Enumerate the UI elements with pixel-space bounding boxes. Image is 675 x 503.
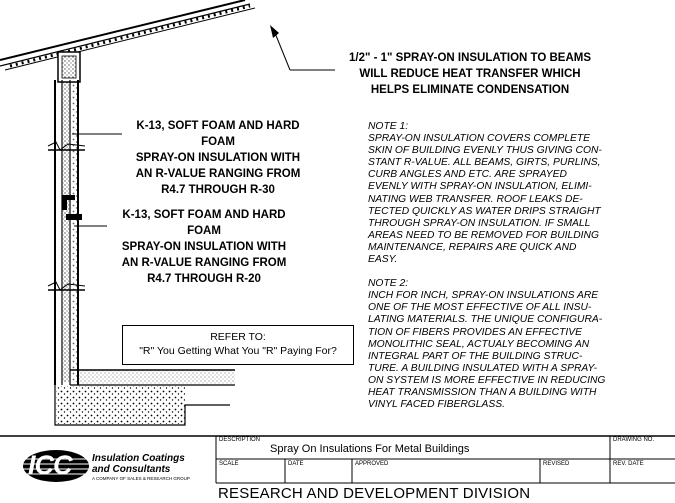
refer-label: REFER TO: [210,331,266,343]
note1-heading: NOTE 1: [368,121,409,132]
division-title: RESEARCH AND DEVELOPMENT DIVISION [218,485,531,502]
notes-block [368,121,636,411]
note1-line: SPRAY-ON INSULATION COVERS COMPLETE [368,133,590,145]
drawing-description: Spray On Insulations For Metal Buildings [270,443,470,455]
lower-callout-line-4: R4.7 THROUGH R-20 [147,273,261,285]
note2-line: INTEGRAL PART OF THE BUILDING STRUC- [368,350,583,362]
logo-letters: ICC [28,450,72,480]
top-callout-line-1: 1/2" - 1" SPRAY-ON INSULATION TO BEAMS [348,52,591,64]
upper-wall-callout [118,118,318,198]
top-callout [330,50,610,98]
upper-callout-line-4: R4.7 THROUGH R-30 [161,184,275,196]
icc-logo [20,447,210,487]
upper-callout-line-3: AN R-VALUE RANGING FROM [135,168,301,180]
scale-label: SCALE [219,461,239,467]
note2-body [368,290,636,411]
note2-line: TION OF FIBERS PROVIDES AN EFFECTIVE [368,326,582,338]
wall-column [55,80,78,385]
top-callout-line-3: HELPS ELIMINATE CONDENSATION [370,84,570,96]
roof-beam [58,52,80,82]
approved-label: APPROVED [355,461,389,467]
note1-line: SKIN OF BUILDING EVENLY THUS GIVING CON- [368,145,602,157]
leader-arrowhead [270,25,279,38]
note1-line: AREAS NEED TO BE REMOVED FOR BUILDING [368,229,599,241]
note1-line: NATING WEB TRANSFER. ROOF LEAKS DE- [368,193,583,205]
date-label: DATE [288,461,304,467]
note1-line: EVENLY WITH SPRAY-ON INSULATION, ELIMI- [368,181,592,193]
note1-line: EASY. [368,254,398,266]
note1-line: MAINTENANCE, REPAIRS ARE QUICK AND [368,241,577,253]
note2-line: TURE. A BUILDING INSULATED WITH A SPRAY- [368,362,598,374]
rev-date-label: REV. DATE [613,461,644,467]
lower-callout-line-2: SPRAY-ON INSULATION WITH [121,241,287,253]
refer-box [122,325,354,365]
note2-line: ONE OF THE MOST EFFECTIVE OF ALL INSU- [368,302,592,314]
note1-line: TECTED QUICKLY AS WATER DRIPS STRAIGHT [368,205,601,217]
logo-line-2: and Consultants [92,464,171,475]
note2-line: MONOLITHIC SEAL, ACTUALY BECOMING AN [368,338,590,350]
refer-title: "R" You Getting What You "R" Paying For? [139,345,337,357]
note2-line: ON SYSTEM IS MORE EFFECTIVE IN REDUCING [368,374,606,386]
note2-line: HEAT TRANSMISSION THAN A BUILDING WITH [368,386,597,398]
note1-body [368,133,636,266]
note1-line: THROUGH SPRAY-ON INSULATION. IF SMALL [368,217,591,229]
logo-line-3: A COMPANY OF SALES & RESEARCH GROUP [92,476,190,481]
note2-line: LATING MATERIALS. THE UNIQUE CONFIGURA- [368,314,603,326]
revised-label: REVISED [543,461,570,467]
note2-heading: NOTE 2: [368,278,409,290]
lower-wall-callout [104,207,304,287]
logo-line-1: Insulation Coatings [92,453,185,464]
upper-callout-line-2: SPRAY-ON INSULATION WITH [135,152,301,164]
floor-slab [55,370,235,425]
top-callout-line-2: WILL REDUCE HEAT TRANSFER WHICH [359,68,581,80]
lower-callout-line-3: AN R-VALUE RANGING FROM [121,257,287,269]
drawing-no-label: DRAWING NO. [613,437,655,443]
note2-line: INCH FOR INCH, SPRAY-ON INSULATIONS ARE [368,290,599,302]
roof-deck [0,0,255,70]
note2-line: VINYL FACED FIBERGLASS. [368,399,505,411]
note1-line: STANT R-VALUE. ALL BEAMS, GIRTS, PURLINS, [368,157,601,169]
note1-line: CURB ANGLES AND ETC. ARE SPRAYED [368,169,567,181]
upper-callout-line-1: K-13, SOFT FOAM AND HARD FOAM [136,120,300,148]
lower-callout-line-1: K-13, SOFT FOAM AND HARD FOAM [122,209,286,237]
description-label: DESCRIPTION [219,437,261,443]
